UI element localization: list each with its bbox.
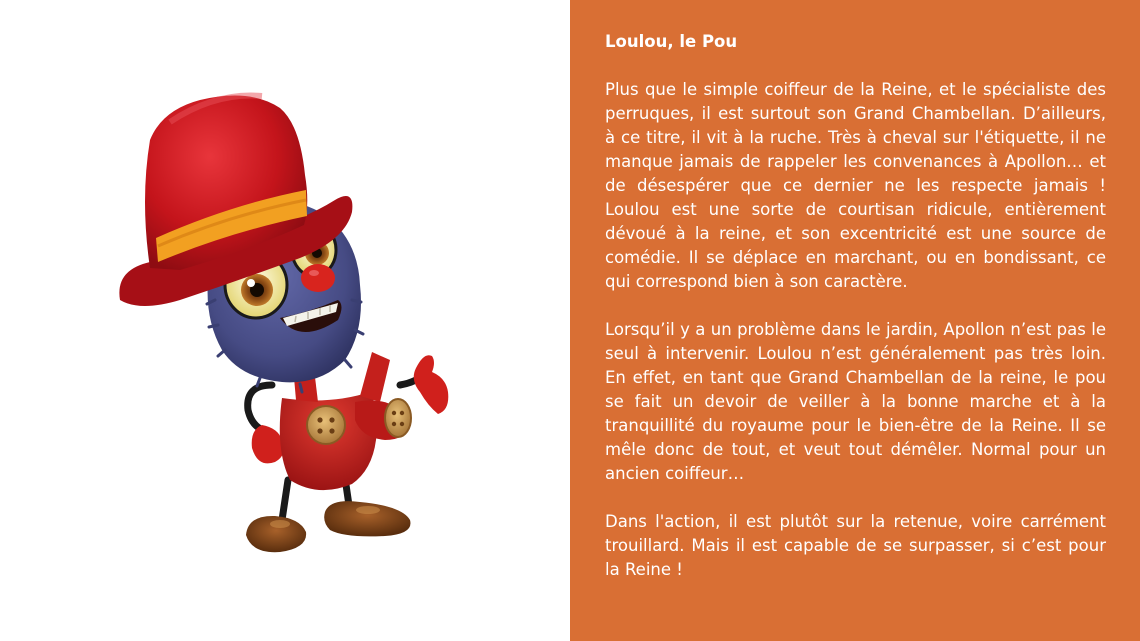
description-paragraph-1: Plus que le simple coiffeur de la Reine, et le spécialiste des perruques, il est surtout son Grand Chambellan. D’ailleurs, à ce titre, il vit à la ruche. Très à cheval sur l'étiquette, il ne manque jamais de rappeler les convenances à Apollon… et de désespérer que ce dernier ne les respecte jamais ! Loulou est une sorte de courtisan ridicule, entièrement dévoué à la reine, et son excentricité est une source de comédie. Il se déplace en marchant, ou en bondissant, ce qui correspond bien à son caractère. xyxy=(605,80,1106,291)
character-name: Loulou, le Pou xyxy=(605,32,738,51)
shoes xyxy=(246,501,410,552)
description-paragraph-3: Dans l'action, il est plutôt sur la retenue, voire carrément trouillard. Mais il est capable de se surpasser, si c’est pour la Reine ! xyxy=(605,512,1106,579)
nose xyxy=(301,264,335,292)
description-paragraph-2: Lorsqu’il y a un problème dans le jardin, Apollon n’est pas le seul à intervenir. Loulou n’est généralement pas très loin. En effet, en tant que Grand Chambellan de la reine, le pou se fait un devoir de veiller à la bonne marche et à la tranquillité du royaume pour le bien-être de la Reine. Il se mêle donc de tout, et veut tout démêler. Normal pour un ancien coiffeur… xyxy=(605,320,1106,483)
description-panel xyxy=(570,0,1140,641)
left-arm xyxy=(248,385,284,463)
